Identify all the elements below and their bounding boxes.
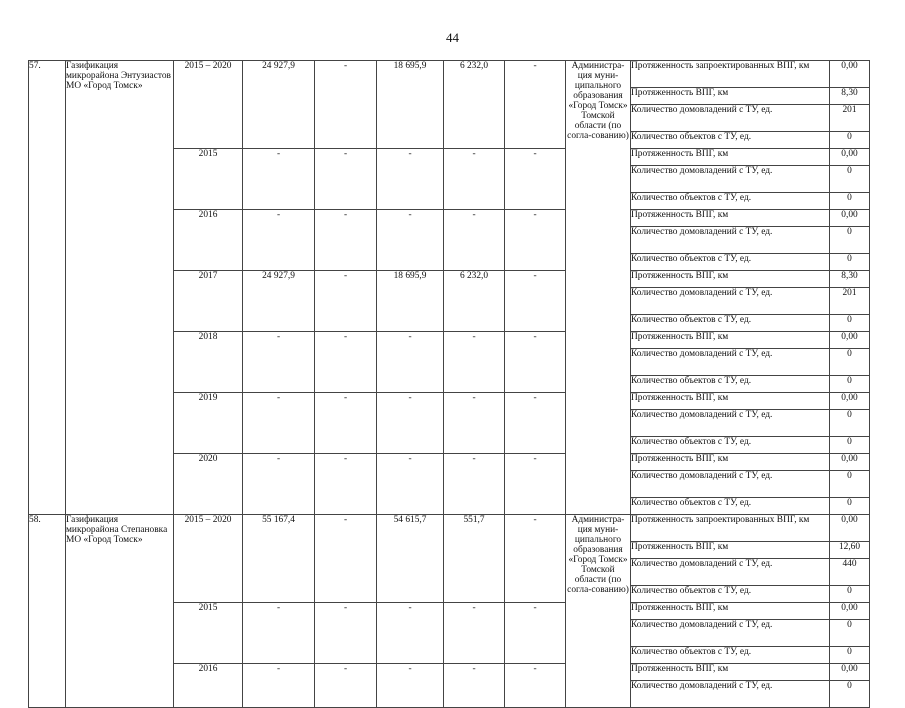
total-cell: - [243,454,315,515]
federal-cell: - [315,664,377,708]
total-cell: 24 927,9 [243,271,315,332]
regional-cell: 18 695,9 [377,271,444,332]
indicator-name: Количество домовладений с ТУ, ед. [631,471,830,498]
period-cell: 2017 [174,271,243,332]
indicator-value: 0 [830,498,870,515]
offbudget-cell: - [505,664,566,708]
period-cell: 2016 [174,664,243,708]
indicator-name: Протяженность ВПГ, км [631,88,830,105]
indicator-value: 0,00 [830,603,870,620]
period-cell: 2015 [174,603,243,664]
offbudget-cell: - [505,210,566,271]
total-cell: - [243,149,315,210]
offbudget-cell: - [505,603,566,664]
indicator-value: 0,00 [830,515,870,542]
indicator-value: 0,00 [830,393,870,410]
federal-cell: - [315,603,377,664]
federal-cell: - [315,454,377,515]
indicator-value: 0,00 [830,149,870,166]
municipal-cell: - [444,664,505,708]
indicator-value: 0,00 [830,332,870,349]
indicator-value: 0 [830,254,870,271]
regional-cell: - [377,393,444,454]
indicator-name: Протяженность запроектированных ВПГ, км [631,61,830,88]
indicator-value: 201 [830,105,870,132]
table-row [29,61,870,88]
indicator-name: Количество домовладений с ТУ, ед. [631,681,830,708]
total-cell: - [243,210,315,271]
indicator-name: Протяженность ВПГ, км [631,149,830,166]
page-number: 44 [446,30,459,45]
item-number: 57. [29,61,66,515]
indicator-name: Протяженность запроектированных ВПГ, км [631,515,830,542]
indicator-name: Количество объектов с ТУ, ед. [631,586,830,603]
period-cell: 2015 – 2020 [174,61,243,149]
municipal-cell: - [444,332,505,393]
regional-cell: - [377,664,444,708]
indicator-value: 0,00 [830,454,870,471]
period-cell: 2015 [174,149,243,210]
municipal-cell: - [444,210,505,271]
federal-cell: - [315,332,377,393]
regional-cell: - [377,210,444,271]
indicator-name: Количество домовладений с ТУ, ед. [631,349,830,376]
regional-cell: 18 695,9 [377,61,444,149]
period-cell: 2018 [174,332,243,393]
federal-cell: - [315,393,377,454]
offbudget-cell: - [505,61,566,149]
indicator-name: Протяженность ВПГ, км [631,393,830,410]
period-cell: 2016 [174,210,243,271]
indicator-value: 201 [830,288,870,315]
regional-cell: 54 615,7 [377,515,444,603]
offbudget-cell: - [505,454,566,515]
table-row [29,515,870,542]
indicator-value: 0 [830,620,870,647]
indicator-value: 0 [830,647,870,664]
indicator-name: Протяженность ВПГ, км [631,664,830,681]
indicator-value: 0 [830,315,870,332]
indicator-value: 12,60 [830,542,870,559]
period-cell: 2019 [174,393,243,454]
indicator-value: 0,00 [830,210,870,227]
executor-cell: Администра-ция муни-ципального образования «Город Томск» Томской области (по согла-сованию) [566,61,631,515]
regional-cell: - [377,149,444,210]
indicator-name: Протяженность ВПГ, км [631,271,830,288]
regional-cell: - [377,332,444,393]
indicator-value: 0 [830,132,870,149]
federal-cell: - [315,515,377,603]
item-name: Газификация микрорайона Степановка МО «Город Томск» [66,515,174,708]
regional-cell: - [377,454,444,515]
indicator-value: 0 [830,471,870,498]
offbudget-cell: - [505,332,566,393]
indicator-name: Протяженность ВПГ, км [631,454,830,471]
period-cell: 2020 [174,454,243,515]
indicator-value: 0 [830,227,870,254]
municipal-cell: - [444,603,505,664]
indicator-name: Количество объектов с ТУ, ед. [631,254,830,271]
municipal-cell: - [444,454,505,515]
municipal-cell: 6 232,0 [444,271,505,332]
indicator-name: Количество объектов с ТУ, ед. [631,437,830,454]
indicator-value: 0 [830,166,870,193]
indicator-value: 0 [830,410,870,437]
indicator-name: Количество объектов с ТУ, ед. [631,498,830,515]
indicator-name: Количество домовладений с ТУ, ед. [631,559,830,586]
indicator-name: Количество домовладений с ТУ, ед. [631,166,830,193]
indicator-name: Количество объектов с ТУ, ед. [631,376,830,393]
indicator-value: 0,00 [830,61,870,88]
period-cell: 2015 – 2020 [174,515,243,603]
indicator-name: Количество домовладений с ТУ, ед. [631,288,830,315]
indicator-value: 8,30 [830,271,870,288]
indicator-value: 0 [830,193,870,210]
indicator-value: 0 [830,681,870,708]
indicator-name: Количество домовладений с ТУ, ед. [631,620,830,647]
indicator-name: Количество домовладений с ТУ, ед. [631,227,830,254]
indicator-value: 0 [830,586,870,603]
indicator-value: 0,00 [830,664,870,681]
federal-cell: - [315,149,377,210]
municipal-cell: - [444,393,505,454]
indicator-name: Количество объектов с ТУ, ед. [631,647,830,664]
indicator-value: 0 [830,376,870,393]
offbudget-cell: - [505,271,566,332]
federal-cell: - [315,271,377,332]
item-name: Газификация микрорайона Энтузиастов МО «Город Томск» [66,61,174,515]
executor-cell: Администра-ция муни-ципального образования «Город Томск» Томской области (по согла-сованию) [566,515,631,708]
indicator-name: Количество домовладений с ТУ, ед. [631,105,830,132]
federal-cell: - [315,210,377,271]
indicator-value: 8,30 [830,88,870,105]
municipal-cell: - [444,149,505,210]
indicator-name: Протяженность ВПГ, км [631,210,830,227]
indicator-value: 0 [830,349,870,376]
indicator-name: Количество домовладений с ТУ, ед. [631,410,830,437]
total-cell: 24 927,9 [243,61,315,149]
offbudget-cell: - [505,515,566,603]
indicator-name: Протяженность ВПГ, км [631,542,830,559]
federal-cell: - [315,61,377,149]
offbudget-cell: - [505,393,566,454]
offbudget-cell: - [505,149,566,210]
total-cell: - [243,393,315,454]
total-cell: - [243,332,315,393]
total-cell: - [243,664,315,708]
indicator-name: Количество объектов с ТУ, ед. [631,193,830,210]
indicator-value: 440 [830,559,870,586]
indicator-value: 0 [830,437,870,454]
program-table [28,60,870,708]
item-number: 58. [29,515,66,708]
indicator-name: Протяженность ВПГ, км [631,603,830,620]
municipal-cell: 6 232,0 [444,61,505,149]
indicator-name: Количество объектов с ТУ, ед. [631,315,830,332]
indicator-name: Количество объектов с ТУ, ед. [631,132,830,149]
municipal-cell: 551,7 [444,515,505,603]
regional-cell: - [377,603,444,664]
total-cell: - [243,603,315,664]
total-cell: 55 167,4 [243,515,315,603]
indicator-name: Протяженность ВПГ, км [631,332,830,349]
